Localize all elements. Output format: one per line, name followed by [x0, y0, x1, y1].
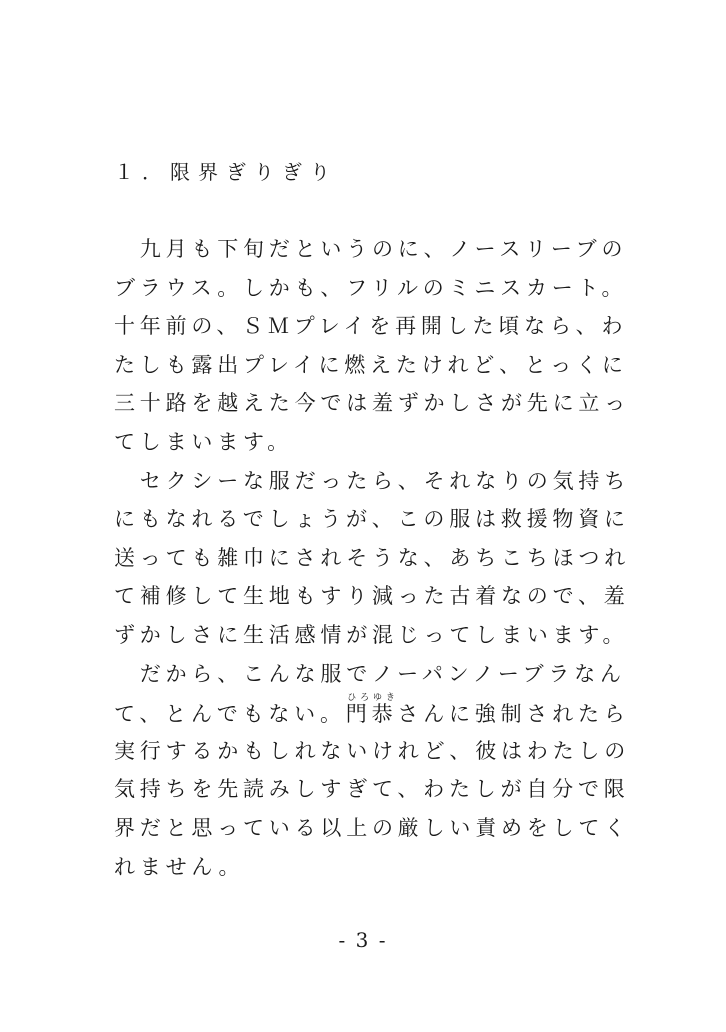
text-line: てしまいます。 — [114, 429, 293, 454]
text-line: 送っても雑巾にされそうな、あちこちほつれ — [114, 545, 630, 570]
text-line: て補修して生地もすり減った古着なので、羞 — [114, 584, 630, 609]
text-line: ずかしさに生活感情が混じってしまいます。 — [114, 622, 629, 647]
text-line: セクシーな服だったら、それなりの気持ち — [114, 468, 630, 493]
text-line-with-ruby — [114, 693, 630, 732]
text-line: 九月も下旬だというのに、ノースリーブの — [114, 237, 628, 261]
body-text — [114, 230, 630, 886]
text-line: だから、こんな服でノーパンノーブラなん — [114, 661, 626, 686]
text-line: れません。 — [114, 854, 245, 879]
ruby-line-before: て、とんでもない。 — [114, 702, 346, 727]
page-number: - 3 - — [338, 928, 388, 952]
text-line: 界だと思っている以上の厳しい責めをしてく — [114, 815, 630, 840]
text-line: 十年前の、ＳＭプレイを再開した頃なら、わ — [114, 314, 628, 339]
name-ruby — [345, 693, 398, 727]
ruby-reading: ひろゆき — [345, 693, 398, 704]
ruby-base: 門恭 — [345, 702, 398, 727]
text-line: 三十路を越えた今では羞ずかしさが先に立っ — [114, 391, 630, 416]
chapter-heading: １．限界ぎりぎり — [114, 160, 338, 184]
text-line: 気持ちを先読みしすぎて、わたしが自分で限 — [114, 777, 630, 802]
text-line: にもなれるでしょうが、この服は救援物資に — [114, 507, 630, 532]
ruby-line-after: さんに強制されたら — [397, 702, 630, 727]
text-line: たしも露出プレイに燃えたけれど、とっくに — [114, 352, 628, 377]
text-line: ブラウス。しかも、フリルのミニスカート。 — [114, 275, 628, 300]
text-line: 実行するかもしれないけれど、彼はわたしの — [114, 738, 630, 763]
